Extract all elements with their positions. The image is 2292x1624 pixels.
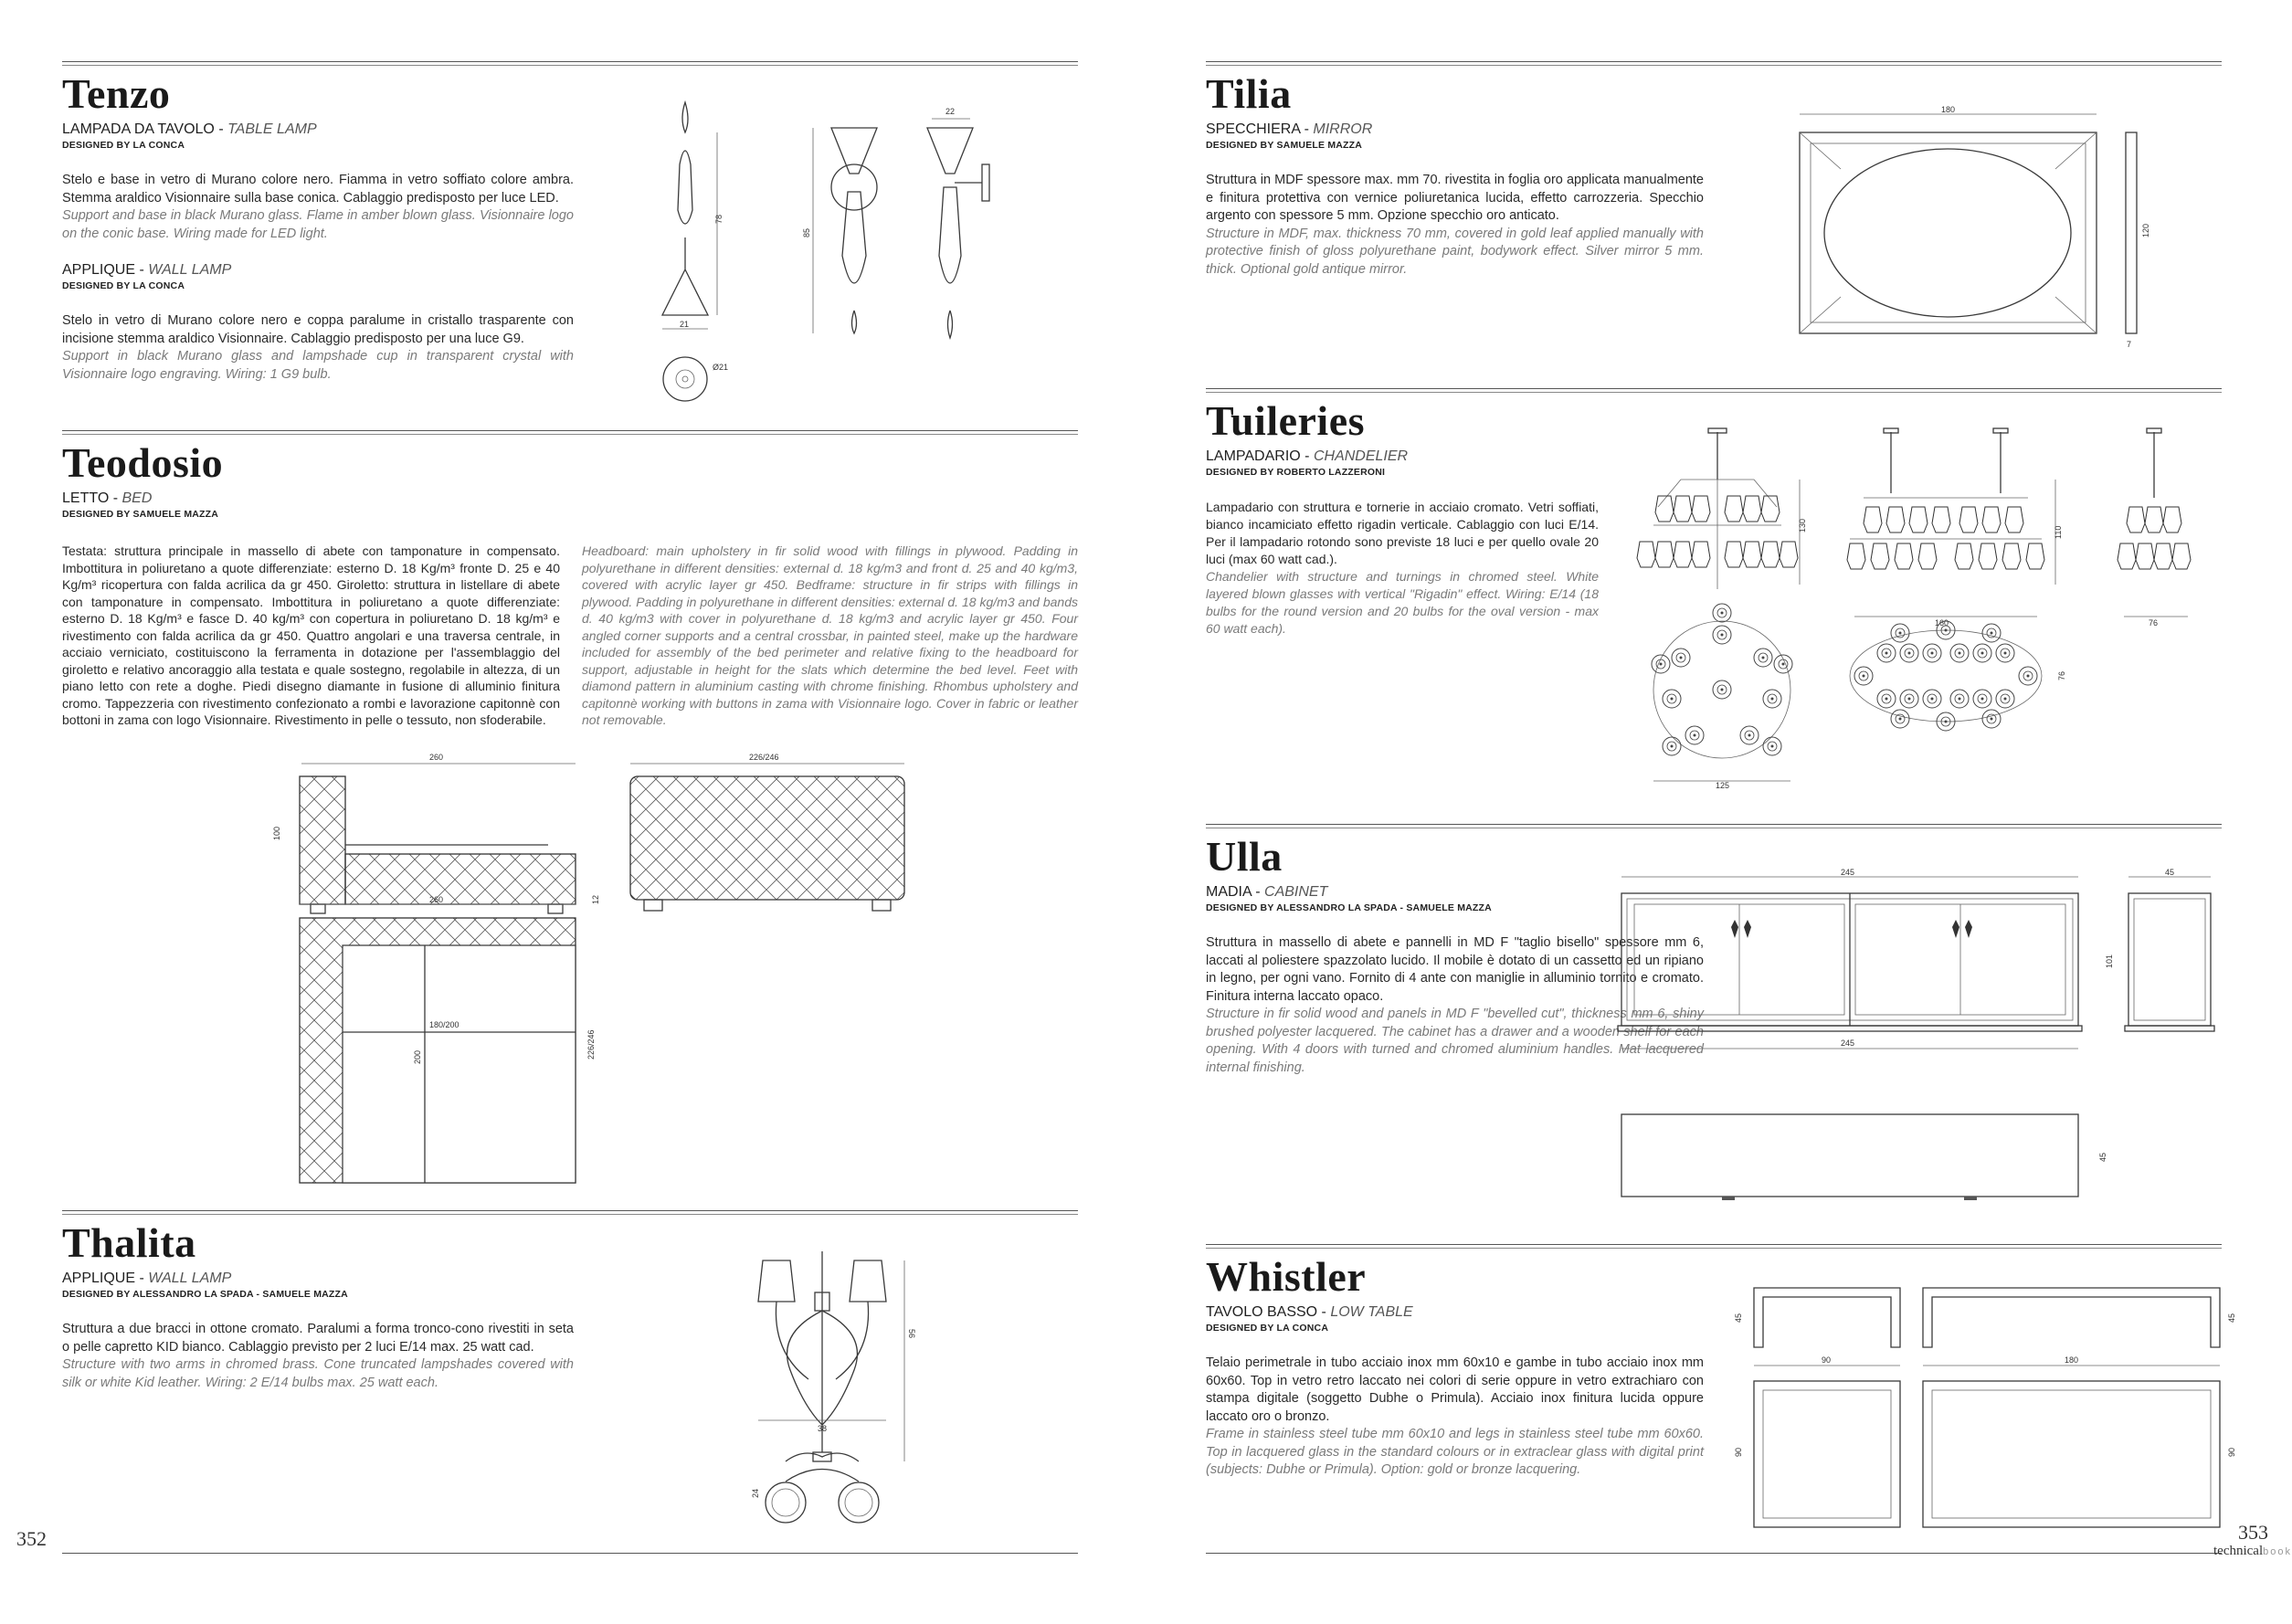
tilia-type: SPECCHIERA - MIRROR [1206,121,1373,137]
section-rule [62,430,1078,431]
teodosio-dim-foot: 12 [591,894,600,904]
tenzo-desc-it: Stelo e base in vetro di Murano colore nero. Fiamma in vetro soffiato colore ambra. Stemma araldico Visionnaire sulla base conica. Cablaggio predisposto per luce LED. [62,173,574,206]
thalita-dim-d: 24 [751,1488,760,1498]
teodosio-dim-len: 200 [413,1049,422,1064]
tilia-section [1206,71,1704,279]
teodosio-desc-en: Headboard: main upholstery in fir solid wood with fillings in plywood. Padding in polyurethane in different densities: external d. 18 kg/m3 and front d. 25 and 40 kg/m3, covered with acrylic layer gr 450. Bedframe: structure in fir strips with fillings in plywood. Padding in polyurethane in different densities: external d. 18 kg/m3 and bands d. 40 kg/m3 with cover in polyurethane d. 18 kg/m3 and acrylic layer gr 450. Four angled corner supports and a central crossbar, in painted steel, make up the hardware included for assembly of the bed perimeter and relative fixing to the headboard for support, adjustable in height for the slats which determine the bed level. Feet with diamond pattern in aluminium casting with chrome finishing. Rhombus upholstery and capitonnè working with buttons in zama with Visionnaire logo. Cover in fabric or leather not removable. [582,543,1078,727]
tilia-desc-it: Struttura in MDF spessore max. mm 70. rivestita in foglia oro applicata manualmente e finitura protettiva con vernice poliuretanica lucida, effetto carrozzeria. Specchio argento con spessore 5 mm. Opzione specchio oro anticato. [1206,173,1704,223]
thalita-section [62,1220,574,1392]
thalita-drawing [751,1242,941,1525]
section-rule [1206,824,2222,825]
brand-sub: book [2263,1546,2292,1557]
ulla-designer: DESIGNED BY ALESSANDRO LA SPADA - SAMUELE MAZZA [1206,902,1492,913]
brand-logo [2213,1544,2292,1559]
tilia-dim-h: 120 [2141,223,2150,237]
ulla-title: Ulla [1206,833,1283,880]
tilia-drawing [1800,105,2202,352]
tenzo-title: Tenzo [62,70,171,117]
tuileries-dim-h1: 130 [1798,518,1807,533]
whistler-title: Whistler [1206,1253,1367,1300]
thalita-dim-w: 38 [818,1424,828,1433]
teodosio-dim-w-top: 260 [429,895,444,904]
tenzo-drawing [639,100,1023,411]
section-rule [1206,388,2222,389]
ulla-dim-d-b: 45 [2098,1152,2107,1162]
page-number: 353 [2238,1521,2268,1544]
whistler-drawing [1734,1279,2238,1534]
tilia-dim-w: 180 [1941,105,1956,114]
tuileries-dim-d1: 125 [1716,781,1730,790]
teodosio-desc-it: Testata: struttura principale in massello di abete con tamponature in compensato. Imbottitura in poliuretano a quote differenziate: esterno D. 18 Kg/m³ fronte D. 25 e 40 Kg/m³ ricopertura con falda acrilica da gr 450. Giroletto: struttura in listellare di abete con tamponature in compensato. Imbottitura in poliuretano a quote differenziate: esterno D. 18 Kg/m³ e fasce D. 40 kg/m³ con copertura in poliuretano D. 18 kg/m³ e rivestimento con falda acrilica da gr 450. Quattro angolari e una traversa centrale, in acciaio verniciato, costituiscono la ferramenta in dotazione per l'assemblaggio del giroletto e relativo ancoraggio alla testata e quale sostegno, regolabile in altezza, di un piano letto con rete a doghe. Piedi disegno diamante in fusione di alluminio finitura cromo. Tappezzeria con rivestimento confezionato a rombi e lavorazione capitonnè con bottoni in zama con logo Visionnaire. Rivestimento in pelle o tessuto, non sfoderabile. [62,543,560,727]
whistler-dim-w2: 180 [2065,1355,2079,1365]
teodosio-drawing [274,749,1096,1206]
whistler-type: TAVOLO BASSO - LOW TABLE [1206,1304,1413,1320]
tilia-dim-d: 7 [2127,340,2132,349]
whistler-dim-h2: 45 [2227,1313,2236,1323]
thalita-title: Thalita [62,1219,196,1266]
teodosio-section [62,440,1078,521]
tenzo-section [62,71,574,384]
tuileries-dim-d2: 76 [2057,670,2066,680]
teodosio-designer: DESIGNED BY SAMUELE MAZZA [62,509,219,520]
tilia-designer: DESIGNED BY SAMUELE MAZZA [1206,140,1363,151]
whistler-designer: DESIGNED BY LA CONCA [1206,1323,1329,1334]
tuileries-section [1206,398,1599,638]
ulla-dim-w-b: 245 [1841,1039,1855,1048]
tenzo-sub-designer: DESIGNED BY LA CONCA [62,280,185,291]
whistler-desc-it: Telaio perimetrale in tubo acciaio inox mm 60x10 e gambe in tubo acciaio inox mm 60x60. Top in vetro retro laccato nei colori di serie oppure in vetro extrachiaro con stampa digitale (soggetto Dubhe o Primula). Acciaio inox finitura lucida oppure laccato oro o bronzo. [1206,1355,1704,1424]
thalita-type: APPLIQUE - WALL LAMP [62,1271,232,1286]
tenzo-dim-h2: 85 [802,227,811,237]
thalita-desc-it: Struttura a due bracci in ottone cromato. Paralumi a forma tronco-cono rivestiti in seta o pelle capretto KID bianco. Cablaggio previsto per 2 luci E/14 max. 25 watt cad. [62,1322,574,1355]
footer-rule [62,1553,1078,1554]
thalita-designer: DESIGNED BY ALESSANDRO LA SPADA - SAMUELE MAZZA [62,1289,348,1300]
tenzo-designer: DESIGNED BY LA CONCA [62,140,185,151]
tenzo-dim-d1: Ø21 [713,363,729,372]
ulla-desc-it: Struttura in massello di abete e pannelli in MD F "taglio bisello" spessore mm 6, laccati al poliestere spazzolato lucido. Il mobile è dotato di un cassetto ed un ripiano in legno, per ogni vano. Fornito di 4 ante con maniglie in alluminio tornito e cromato. Finitura interna laccato opaco. [1206,935,1704,1004]
ulla-type: MADIA - CABINET [1206,884,1328,900]
whistler-dim-h1: 45 [1734,1313,1743,1323]
thalita-desc-en: Structure with two arms in chromed brass. Cone truncated lampshades covered with silk or white Kid leather. Wiring: 2 E/14 bulbs max. 25 watt each. [62,1357,574,1390]
tenzo-type: LAMPADA DA TAVOLO - TABLE LAMP [62,121,317,137]
tenzo-sub-type: APPLIQUE - WALL LAMP [62,262,232,278]
tuileries-dim-w3: 76 [2149,618,2159,627]
teodosio-dim-w-front: 226/246 [749,753,779,762]
ulla-desc-en: Structure in fir solid wood and panels in MD F "bevelled cut", thickness mm 6, shiny brushed polyester lacquered. The cabinet has a drawer and a wooden shelf for each opening. With 4 doors with turned and chromed aluminium handles. Mat lacquered internal finishing. [1206,1007,1704,1075]
section-rule [62,1210,1078,1211]
teodosio-dim-h-side: 100 [272,826,281,840]
ulla-dim-h: 101 [2105,954,2114,968]
tuileries-title: Tuileries [1206,397,1366,444]
tenzo-desc-en: Support and base in black Murano glass. Flame in amber blown glass. Visionnaire logo on the conic base. Wiring made for LED light. [62,208,574,241]
teodosio-dim-depth: 226/246 [586,1029,596,1060]
ulla-drawing [1621,868,2224,1206]
ulla-dim-w: 245 [1841,868,1855,877]
section-rule [62,61,1078,62]
whistler-dim-w1: 90 [1822,1355,1832,1365]
tuileries-drawing [1626,425,2238,790]
thalita-dim-h: 56 [907,1329,916,1339]
section-rule [1206,61,2222,62]
tuileries-desc-en: Chandelier with structure and turnings in chromed steel. White layered blown glasses with vertical "Rigadin" effect. Wiring: E/14 (18 bulbs for the round version and 20 bulbs for the oval version - max 60 watt each). [1206,569,1599,636]
section-rule [1206,1244,2222,1245]
left-page [0,0,1142,1624]
tenzo-sub-desc-it: Stelo in vetro di Murano colore nero e coppa paralume in cristallo trasparente con incisione stemma araldico Visionnaire. Cablaggio predisposto per una luce G9. [62,313,574,346]
footer-rule [1206,1553,2222,1554]
tuileries-desc-it: Lampadario con struttura e tornerie in acciaio cromato. Vetri soffiati, bianco incamiciato effetto rigadin verticale. Cablaggio con luci E/14. Per il lampadario rotondo sono previste 18 luci e per quello ovale 20 luci (max 60 watt cad.). [1206,500,1599,566]
right-page [1142,0,2292,1624]
brand-main: technical [2213,1544,2264,1558]
tenzo-sub-desc-en: Support in black Murano glass and lampshade cup in transparent crystal with Visionnaire logo engraving. Wiring: 1 G9 bulb. [62,349,574,382]
tuileries-type: LAMPADARIO - CHANDELIER [1206,448,1409,464]
whistler-dim-d2: 90 [2227,1447,2236,1457]
whistler-dim-d1: 90 [1734,1447,1743,1457]
tilia-desc-en: Structure in MDF, max. thickness 70 mm, covered in gold leaf applied manually with protective finish of gloss polyurethane paint, bodywork effect. Silver mirror 5 mm. thick. Optional gold antique mirror. [1206,226,1704,277]
tuileries-dim-w2: 160 [1935,618,1949,627]
tuileries-dim-h2: 110 [2054,525,2063,539]
tenzo-dim-h1: 78 [714,214,724,224]
teodosio-title: Teodosio [62,439,224,486]
teodosio-dim-w-side: 260 [429,753,444,762]
whistler-desc-en: Frame in stainless steel tube mm 60x10 and legs in stainless steel tube mm 60x60. Top in lacquered glass in the standard colours or in extraclear glass with digital print (subjects: Dubhe or Primula). Option: gold or bronze lacquering. [1206,1427,1704,1477]
tilia-title: Tilia [1206,70,1292,117]
tuileries-designer: DESIGNED BY ROBERTO LAZZERONI [1206,467,1386,478]
teodosio-dim-mattress: 180/200 [429,1020,459,1029]
tenzo-dim-w2: 22 [945,107,956,116]
ulla-dim-d: 45 [2165,868,2175,877]
page-number: 352 [16,1527,47,1550]
tenzo-dim-w1: 21 [680,320,690,329]
teodosio-type: LETTO - BED [62,490,153,506]
whistler-section [1206,1254,1704,1480]
